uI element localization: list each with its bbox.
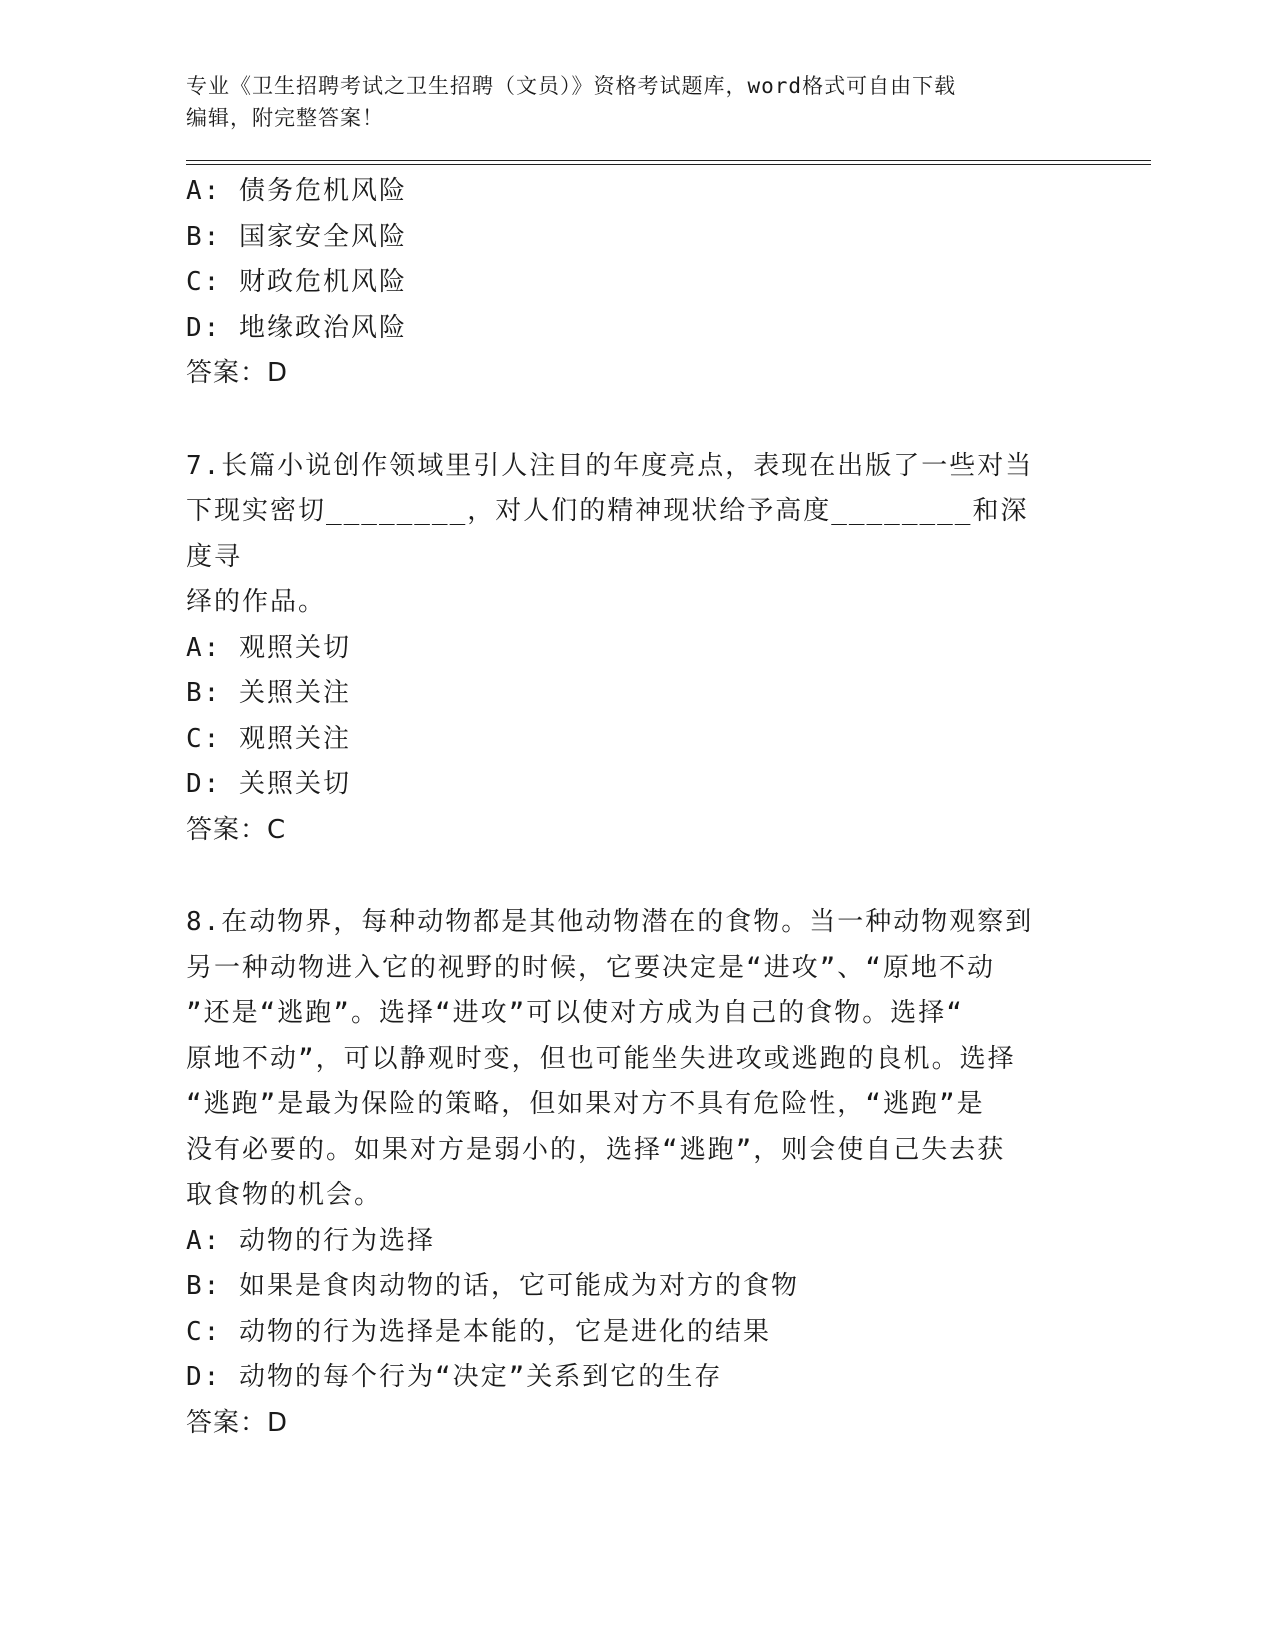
question-stem bbox=[186, 444, 1056, 626]
header-line-2: 编辑，附完整答案！ bbox=[186, 106, 384, 130]
header-divider bbox=[186, 160, 1151, 165]
question-6 bbox=[186, 169, 1146, 397]
question-8 bbox=[186, 900, 1146, 1446]
stem-line: 另一种动物进入它的视野的时候，它要决定是“进攻”、“原地不动 bbox=[186, 952, 995, 983]
option-a: A: 观照关切 bbox=[186, 632, 351, 663]
document-header bbox=[186, 70, 1066, 134]
option-c: C: 财政危机风险 bbox=[186, 267, 407, 297]
option-a: A: 债务危机风险 bbox=[186, 176, 407, 206]
stem-line: ”还是“逃跑”。选择“进攻”可以使对方成为自己的食物。选择“ bbox=[186, 998, 964, 1028]
stem-line: 没有必要的。如果对方是弱小的，选择“逃跑”，则会使自己失去获 bbox=[186, 1134, 1006, 1165]
stem-line: 7.长篇小说创作领域里引人注目的年度亮点，表现在出版了一些对当 bbox=[186, 450, 1034, 481]
answer: 答案：D bbox=[186, 1407, 289, 1438]
option-c: C: 观照关注 bbox=[186, 723, 351, 754]
answer: 答案：D bbox=[186, 358, 289, 388]
option-d: D: 关照关切 bbox=[186, 769, 351, 799]
option-b: B: 国家安全风险 bbox=[186, 221, 407, 252]
question-7 bbox=[186, 444, 1146, 854]
stem-line: 原地不动”，可以静观时变，但也可能坐失进攻或逃跑的良机。选择 bbox=[186, 1043, 1016, 1074]
stem-line: “逃跑”是最为保险的策略，但如果对方不具有危险性，“逃跑”是 bbox=[186, 1089, 985, 1119]
option-a: A: 动物的行为选择 bbox=[186, 1225, 435, 1256]
stem-line: 取食物的机会。 bbox=[186, 1180, 383, 1210]
header-line-1: 专业《卫生招聘考试之卫生招聘（文员）》资格考试题库，word格式可自由下载 bbox=[186, 74, 957, 98]
stem-line: 下现实密切________，对人们的精神现状给予高度________和深度寻 bbox=[186, 496, 1029, 572]
option-d: D: 地缘政治风险 bbox=[186, 312, 407, 343]
option-c: C: 动物的行为选择是本能的，它是进化的结果 bbox=[186, 1316, 771, 1347]
option-b: B: 关照关注 bbox=[186, 678, 351, 708]
document-page bbox=[186, 70, 1146, 1446]
option-b: B: 如果是食肉动物的话，它可能成为对方的食物 bbox=[186, 1271, 799, 1301]
question-stem bbox=[186, 900, 1056, 1219]
stem-line: 绎的作品。 bbox=[186, 587, 327, 617]
stem-line: 8.在动物界，每种动物都是其他动物潜在的食物。当一种动物观察到 bbox=[186, 907, 1034, 937]
answer: 答案：C bbox=[186, 814, 287, 845]
option-d: D: 动物的每个行为“决定”关系到它的生存 bbox=[186, 1362, 723, 1392]
